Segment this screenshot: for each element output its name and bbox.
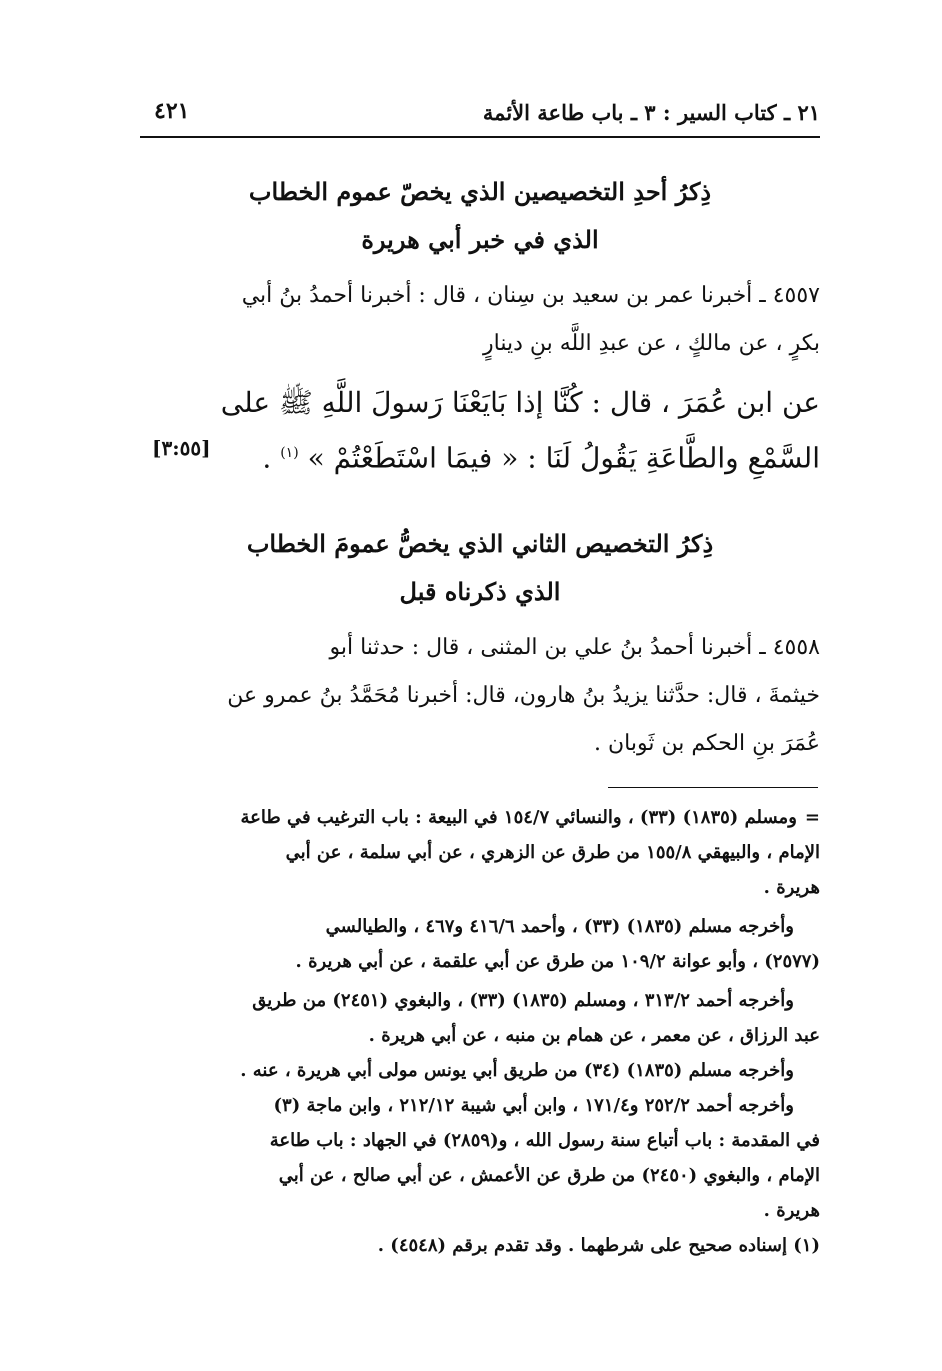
running-title: ٢١ ـ كتاب السير : ٣ ـ باب طاعة الأئمة xyxy=(482,100,820,125)
isnad-line: ٤٥٥٨ ـ أخبرنا أحمدُ بنُ علي بن المثنى ، قال : حدثنا أبو xyxy=(329,635,820,660)
footnote-line: عبد الرزاق ، عن معمر ، عن همام بن منبه ، عن أبي هريرة . xyxy=(368,1025,820,1046)
footnote-separator xyxy=(608,787,818,788)
footnote-line: هريرة . xyxy=(763,877,820,898)
matn-text: السَّمْعِ والطَّاعَةِ يَقُولُ لَنَا : « فيمَا اسْتَطَعْتُمْ » xyxy=(307,441,820,475)
section1-heading xyxy=(140,168,820,264)
isnad-line: عُمَرَ بنِ الحكم بن ثَوبان . xyxy=(594,731,820,756)
footnote-line: وأخرجه أحمد ٢٥٢/٢ و١٧١/٤ ، وابن أبي شيبة ٢١٢/١٢ ، وابن ماجة (٣) xyxy=(273,1095,794,1116)
footnote-line: هريرة . xyxy=(763,1200,820,1221)
section1-heading-line2: الذي في خبر أبي هريرة xyxy=(361,225,599,254)
continuation-mark: = xyxy=(804,807,820,828)
footnote-marker[interactable]: (١) xyxy=(280,445,299,461)
footnotes xyxy=(140,800,820,1263)
hadith-4557-matn xyxy=(140,378,820,483)
matn-line xyxy=(140,428,820,483)
page-header xyxy=(140,96,820,138)
isnad-line: خيثمةَ ، قال: حدَّثنا يزيدُ بنُ هارون، قال: أخبرنا مُحَمَّدُ بنُ عمرو عن xyxy=(227,683,820,708)
footnote-line: الإمام ، والبغوي (٢٤٥٠) من طرق عن الأعمش ، عن أبي صالح ، عن أبي xyxy=(278,1165,820,1186)
section1-heading-line1: ذِكرُ أحدِ التخصيصين الذي يخصّ عموم الخطاب xyxy=(248,177,712,206)
section2-heading-line2: الذي ذكرناه قبل xyxy=(399,577,561,606)
footnote-line: وأخرجه مسلم (١٨٣٥) (٣٣) ، وأحمد ٤١٦/٦ و٤٦٧ ، والطيالسي xyxy=(325,916,794,937)
matn-end: . xyxy=(262,441,272,475)
cross-reference: [٣:٥٥] xyxy=(152,436,211,460)
section2-heading-line1: ذِكرُ التخصيص الثاني الذي يخصُّ عمومَ الخطاب xyxy=(246,529,714,558)
isnad-line: ٤٥٥٧ ـ أخبرنا عمر بن سعيد بن سِنان ، قال : أخبرنا أحمدُ بنُ أبي xyxy=(241,283,820,308)
isnad-line: بكرٍ ، عن مالكٍ ، عن عبدِ اللَّه بنِ دينارٍ xyxy=(483,331,820,356)
hadith-4557-isnad xyxy=(140,272,820,368)
matn-line: عن ابن عُمَرَ ، قال : كُنَّا إذا بَايَعْنَا رَسولَ اللَّهِ ﷺ على xyxy=(220,386,820,419)
footnote-line: وأخرجه أحمد ٣١٣/٢ ، ومسلم (١٨٣٥) (٣٣) ، والبغوي (٢٤٥١) من طريق xyxy=(252,990,794,1011)
hadith-4558-isnad xyxy=(140,624,820,768)
footnote-line: (٢٥٧٧) ، وأبو عوانة ١٠٩/٢ من طرق عن أبي علقمة ، عن أبي هريرة . xyxy=(295,951,820,972)
footnote-line: الإمام ، والبيهقي ١٥٥/٨ من طرق عن الزهري ، عن أبي سلمة ، عن أبي xyxy=(285,842,820,863)
page-number: ٤٢١ xyxy=(154,98,190,124)
footnote-line xyxy=(140,800,820,835)
section2-heading xyxy=(140,520,820,616)
footnote-line: في المقدمة : باب أتباع سنة رسول الله ، و(٢٨٥٩) في الجهاد : باب طاعة xyxy=(269,1130,820,1151)
footnote-line: وأخرجه مسلم (١٨٣٥) (٣٤) من طريق أبي يونس مولى أبي هريرة ، عنه . xyxy=(240,1060,794,1081)
footnote-text: ومسلم (١٨٣٥) (٣٣) ، والنسائي ١٥٤/٧ في البيعة : باب الترغيب في طاعة xyxy=(240,807,797,828)
footnote-1: (١) إسناده صحيح على شرطهما . وقد تقدم برقم (٤٥٤٨) . xyxy=(377,1235,820,1256)
